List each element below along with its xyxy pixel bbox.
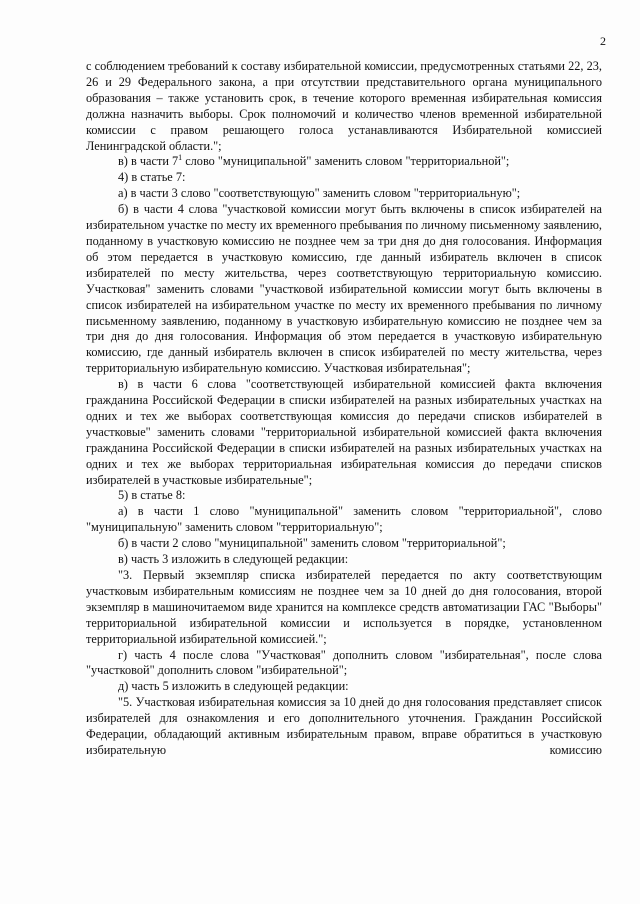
paragraph-item-b: б) в части 2 слово "муниципальной" заменить словом "территориальной"; [118, 536, 506, 551]
paragraph-item-g: г) часть 4 после слова "Участковая" дополнить словом "избирательная", после слова "участковой" дополнить словом "избирательной"; [86, 647, 602, 678]
paragraph-item-a: а) в части 3 слово "соответствующую" заменить словом "территориальную"; [118, 186, 521, 201]
paragraph-article-8-heading: 5) в статье 8: [118, 488, 186, 503]
paragraph-intro: с соблюдением требований к составу избирательной комиссии, предусмотренных статьями 22, 23, 26 и 29 Федерального закона, а при отсутствии представительного органа муниципального образования – также установить срок, в течение которого временная избирательная комиссия должна назначить выборы. Срок полномочий и количество членов временной избирательной комиссии с правом решающего голоса устанавливаются Избирательной комиссией Ленинградской области."; [86, 59, 602, 153]
superscript: 1 [178, 153, 183, 163]
paragraph-item-v-part-7-1 [86, 154, 602, 170]
document-body [86, 59, 602, 759]
page-number: 2 [600, 34, 606, 48]
paragraph-quote-part-3: "3. Первый экземпляр списка избирателей передается по акту соответствующим участковым избирательным комиссиям не позднее чем за 10 дней до дня голосования, второй экземпляр в машиночитаемом виде хранится на комплексе средств автоматизации ГАС "Выборы" территориальной избирательной комиссии и используется в порядке, установленном территориальной избирательной комиссией."; [86, 568, 602, 646]
paragraph-article-7-heading: 4) в статье 7: [118, 170, 186, 185]
paragraph-item-v: в) в части 6 слова "соответствующей избирательной комиссией факта включения гражданина Российской Федерации в списки избирателей на разных избирательных участках на одних и тех же выборах соответствующая комиссия до передачи списков избирателей в участковые" заменить словами "территориальной избирательной комиссией факта включения гражданина Российской Федерации в списки избирателей на разных избирательных участках на одних и тех же выборах территориальная избирательная комиссия до передачи списков избирателей в участковые избирательные"; [86, 377, 602, 487]
paragraph-item-d: д) часть 5 изложить в следующей редакции: [118, 679, 349, 694]
paragraph-item-b: б) в части 4 слова "участковой комиссии могут быть включены в список избирателей на избирательном участке по месту их временного пребывания по личному письменному заявлению, поданному в участковую комиссию не позднее чем за три дня до дня голосования. Информация об этом передается в участковую комиссию, где данный избиратель включен в список избирателей по месту жительства, через соответствующую территориальную комиссию. Участковая" заменить словами "участковой избирательной комиссии могут быть включены в список избирателей на избирательном участке по месту их временного пребывания по личному письменному заявлению, поданному в участковую избирательную комиссию не позднее чем за три дня до дня голосования. Информация об этом передается в участковую избирательную комиссию, где данный избиратель включен в список избирателей по месту жительства, через территориальную избирательную комиссию. Участковая избирательная"; [86, 202, 602, 376]
paragraph-text: слово "муниципальной" заменить словом "территориальной"; [182, 154, 510, 169]
paragraph-item-a: а) в части 1 слово "муниципальной" заменить словом "территориальной", слово "муниципальную" заменить словом "территориальную"; [86, 504, 602, 535]
paragraph-item-v: в) часть 3 изложить в следующей редакции: [118, 552, 349, 567]
paragraph-quote-part-5: "5. Участковая избирательная комиссия за 10 дней до дня голосования представляет список избирателей для ознакомления и его дополнительного уточнения. Гражданин Российской Федерации, обладающий активным избирательным правом, вправе обратиться в участковую избирательную комиссию [86, 695, 602, 757]
paragraph-text: в) в части 7 [118, 154, 179, 169]
